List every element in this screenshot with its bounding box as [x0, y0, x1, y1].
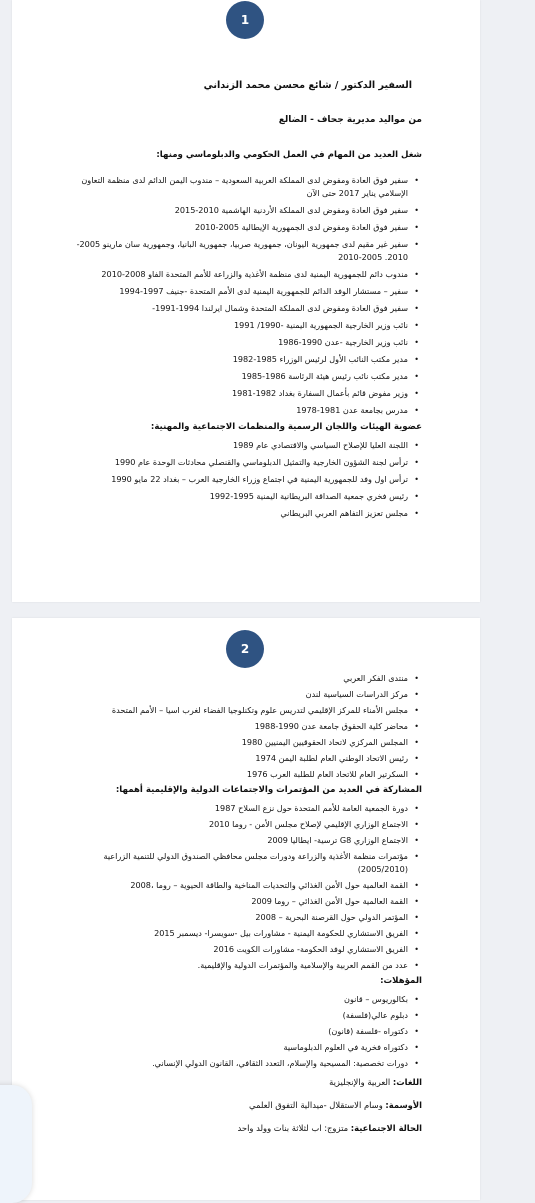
list-item: • سفير فوق العادة ومفوض لدى الجمهورية الإيطالية 2005-2010	[74, 221, 408, 234]
marital-status-label: الحالة الاجتماعية:	[350, 1123, 422, 1133]
list-item: • نائب وزير الخارجية -عدن 1990-1986	[74, 336, 408, 349]
list-item: • منتدى الفكر العربي	[74, 672, 408, 685]
list-item: • سفير فوق العادة ومفوض لدى المملكة الأردنية الهاشمية 2010-2015	[74, 204, 408, 217]
list-item: • مندوب دائم للجمهورية اليمنية لدى منظمة الأغذية والزراعة للأمم المتحدة الفاو 2008-2010	[74, 268, 408, 281]
list-item: • دكتوراه فخرية في العلوم الدبلوماسية	[74, 1041, 408, 1054]
list-item: • رئيس فخري جمعية الصداقة البريطانية اليمنية 1995-1992	[74, 490, 408, 503]
languages-line	[74, 1076, 422, 1089]
list-item: • مؤتمرات منظمة الأغذية والزراعة ودورات مجلس محافظي الصندوق الدولي للتنمية الزراعية (2005/2010)	[74, 850, 408, 876]
page-number-badge: 2	[226, 630, 264, 668]
memberships-continued-list	[74, 672, 422, 781]
list-item: • السكرتير العام للاتحاد العام للطلبة العرب 1976	[74, 768, 408, 781]
list-item: • سفير فوق العادة ومفوض لدى المملكة العربية السعودية – مندوب اليمن الدائم لدى منظمة التعاون الإسلامي يناير 2017 حتى الآن	[74, 174, 408, 200]
list-item: • مركز الدراسات السياسية لندن	[74, 688, 408, 701]
list-item: • محاضر كلية الحقوق جامعة عدن 1990-1988	[74, 720, 408, 733]
list-item: • سفير غير مقيم لدى جمهورية اليونان، جمهورية صربيا، جمهورية البانيا، وجمهورية سان مارينو 2005-2010. 2005-2010	[74, 238, 408, 264]
list-item: • سفير – مستشار الوفد الدائم للجمهورية اليمنية لدى الأمم المتحدة -جنيف 1997-1994	[74, 285, 408, 298]
marital-status-value: متزوج: اب لثلاثة بنات وولد واحد	[237, 1123, 351, 1133]
list-item: • بكالوريوس – قانون	[74, 993, 408, 1006]
list-item: • سفير فوق العادة ومفوض لدى المملكة المتحدة وشمال ايرلندا 1994-1991-	[74, 302, 408, 315]
list-item: • مجلس تعزيز التفاهم العربي البريطاني	[74, 507, 408, 520]
page-2-content	[74, 672, 422, 1145]
list-item: • مجلس الأمناء للمركز الإقليمي لتدريس علوم وتكنلوجيا الفضاء لغرب اسيا – الأمم المتحدة	[74, 704, 408, 717]
list-item: • الاجتماع الوزاري الإقليمي لإصلاح مجلس الأمن - روما 2010	[74, 818, 408, 831]
languages-value: العربية والإنجليزية	[329, 1077, 393, 1087]
section-title-positions: شغل العديد من المهام في العمل الحكومي والدبلوماسي ومنها:	[156, 150, 422, 160]
list-item: • الاجتماع الوزاري G8 ترسية- ايطاليا 2009	[74, 834, 408, 847]
list-item: • رئيس الاتحاد الوطني العام لطلبة اليمن 1974	[74, 752, 408, 765]
origin-line: من مواليد مديرية جحاف - الضالع	[278, 115, 422, 125]
list-item: • دبلوم عالي(فلسفة)	[74, 1009, 408, 1022]
list-item: • ترأس لجنة الشؤون الخارجية والتمثيل الدبلوماسي والقنصلي محادثات الوحدة عام 1990	[74, 456, 408, 469]
list-item: • المؤتمر الدولي حول القرصنة البحرية – 2008	[74, 911, 408, 924]
list-item: • دورات تخصصية: المسيحية والإسلام، التعدد الثقافي، القانون الدولي الإنساني.	[74, 1057, 408, 1070]
qualifications-list	[74, 993, 422, 1070]
list-item: • مدير مكتب النائب الأول لرئيس الوزراء 1985-1982	[74, 353, 408, 366]
list-item: • وزير مفوض قائم بأعمال السفارة بغداد 1982-1981	[74, 387, 408, 400]
section-title-qualifications: المؤهلات:	[380, 976, 422, 986]
languages-label: اللغات:	[392, 1077, 422, 1087]
medals-label: الأوسمة:	[385, 1100, 422, 1110]
memberships-list	[74, 439, 422, 520]
section-title-memberships: عضوية الهيئات واللجان الرسمية والمنظمات الاجتماعية والمهنية:	[150, 422, 422, 432]
list-item: • مدير مكتب نائب رئيس هيئة الرئاسة 1986-1985	[74, 370, 408, 383]
list-item: • القمة العالمية حول الأمن الغذائي – روما 2009	[74, 895, 408, 908]
page-number-badge: 1	[226, 1, 264, 39]
list-item: • المجلس المركزي لاتحاد الحقوقيين اليمنيين 1980	[74, 736, 408, 749]
medals-line	[74, 1099, 422, 1112]
list-item: • اللجنة العليا للإصلاح السياسي والاقتصادي عام 1989	[74, 439, 408, 452]
list-item: • الفريق الاستشاري لوفد الحكومة- مشاورات الكويت 2016	[74, 943, 408, 956]
page-1-content	[74, 80, 422, 524]
document-page-1	[12, 0, 480, 602]
section-title-conferences: المشاركة في العديد من المؤتمرات والاجتماعات الدولية والإقليمية أهمها:	[115, 785, 422, 795]
side-panel-tab[interactable]	[0, 1085, 32, 1203]
list-item: • دورة الجمعية العامة للأمم المتحدة حول نزع السلاح 1987	[74, 802, 408, 815]
medals-value: وسام الاستقلال -ميدالية التفوق العلمي	[249, 1100, 386, 1110]
list-item: • نائب وزير الخارجية الجمهورية اليمنية -1990/ 1991	[74, 319, 408, 332]
list-item: • ترأس اول وفد للجمهورية اليمنية في اجتماع وزراء الخارجية العرب – بغداد 22 مايو 1990	[74, 473, 408, 486]
list-item: • عدد من القمم العربية والإسلامية والمؤتمرات الدولية والإقليمية.	[74, 959, 408, 972]
positions-list	[74, 174, 422, 417]
list-item: • مدرس بجامعة عدن 1981-1978	[74, 404, 408, 417]
document-page-2	[12, 618, 480, 1200]
list-item: • الفريق الاستشاري للحكومة اليمنية - مشاورات بيل -سويسرا- ديسمبر 2015	[74, 927, 408, 940]
list-item: • القمة العالمية حول الأمن الغذائي والتحديات المناخية والطاقة الحيوية – روما ،2008	[74, 879, 408, 892]
document-title: السفير الدكتور / شائع محسن محمد الزنداني	[203, 80, 412, 91]
marital-status-line	[74, 1122, 422, 1135]
conferences-list	[74, 802, 422, 972]
list-item: • دكتوراه -فلسفة (قانون)	[74, 1025, 408, 1038]
